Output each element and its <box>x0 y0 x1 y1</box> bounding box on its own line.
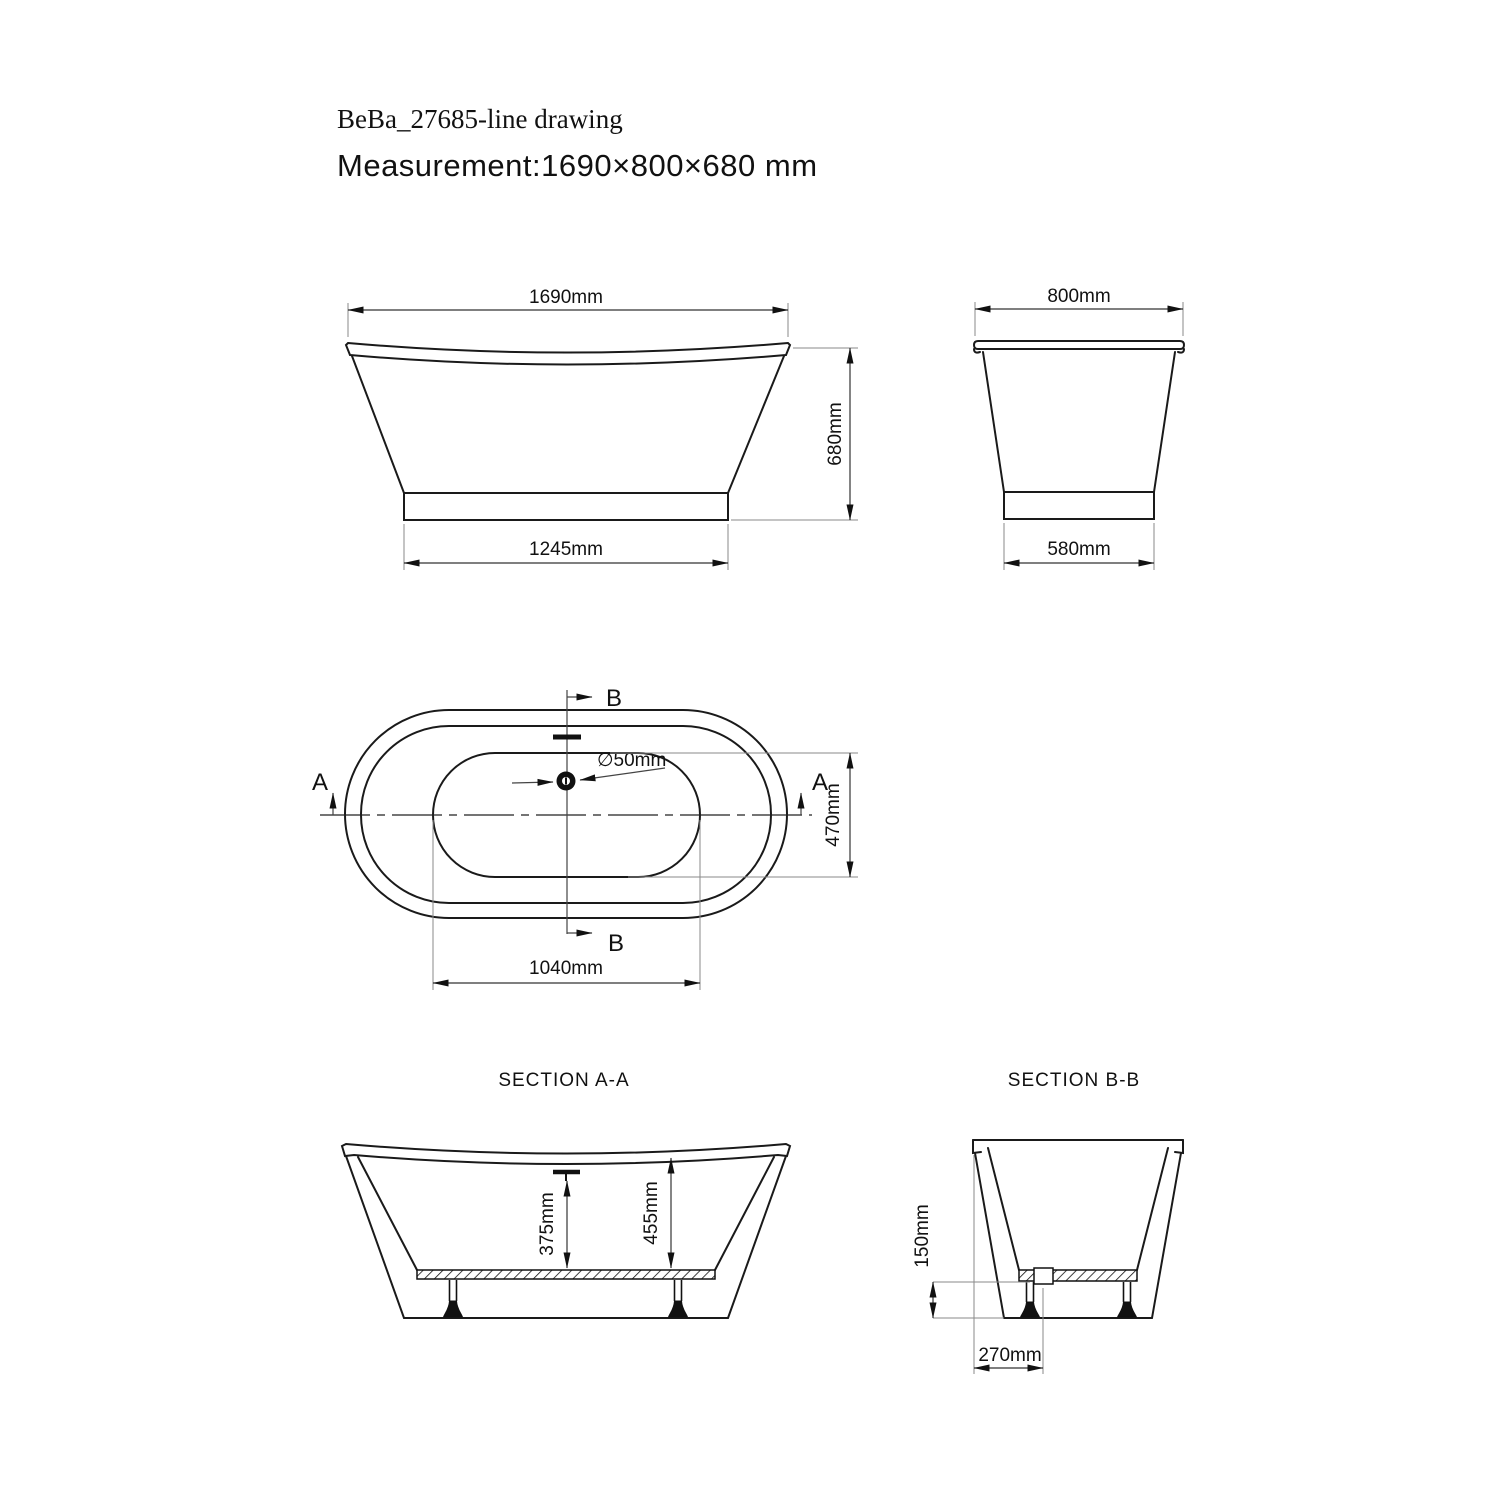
section-aa-overflow-label: 375mm <box>537 1192 558 1256</box>
plan-floor-length-label: 1040mm <box>529 958 603 979</box>
front-height-label: 680mm <box>825 402 846 466</box>
end-base-label: 580mm <box>1047 539 1111 560</box>
section-aa-depth-label: 455mm <box>641 1181 662 1245</box>
drain-symbol <box>557 772 576 791</box>
front-base-label: 1245mm <box>529 539 603 560</box>
front-width-label: 1690mm <box>529 287 603 308</box>
plan-floor-width-label: 470mm <box>823 783 844 847</box>
section-aa-title: SECTION A-A <box>498 1070 630 1091</box>
drain-diameter-label: ∅50mm <box>597 750 667 771</box>
section-bb-drain <box>1034 1268 1053 1284</box>
end-plinth <box>1004 492 1154 519</box>
section-bb-drain-offset-label: 270mm <box>978 1345 1042 1366</box>
section-a-right-label: A <box>811 769 829 796</box>
front-plinth <box>404 493 728 520</box>
section-aa-floor <box>417 1270 715 1279</box>
drawing-measurement: Measurement:1690×800×680 mm <box>337 148 818 183</box>
section-bb-leg-label: 150mm <box>912 1204 933 1268</box>
drawing-title: BeBa_27685-line drawing <box>337 104 623 134</box>
end-width-label: 800mm <box>1047 286 1111 307</box>
section-bb-title: SECTION B-B <box>1007 1070 1141 1091</box>
end-rim <box>974 341 1184 349</box>
section-b-top-label: B <box>605 685 623 712</box>
section-b-bottom-label: B <box>607 930 625 957</box>
section-a-left-label: A <box>311 769 329 796</box>
